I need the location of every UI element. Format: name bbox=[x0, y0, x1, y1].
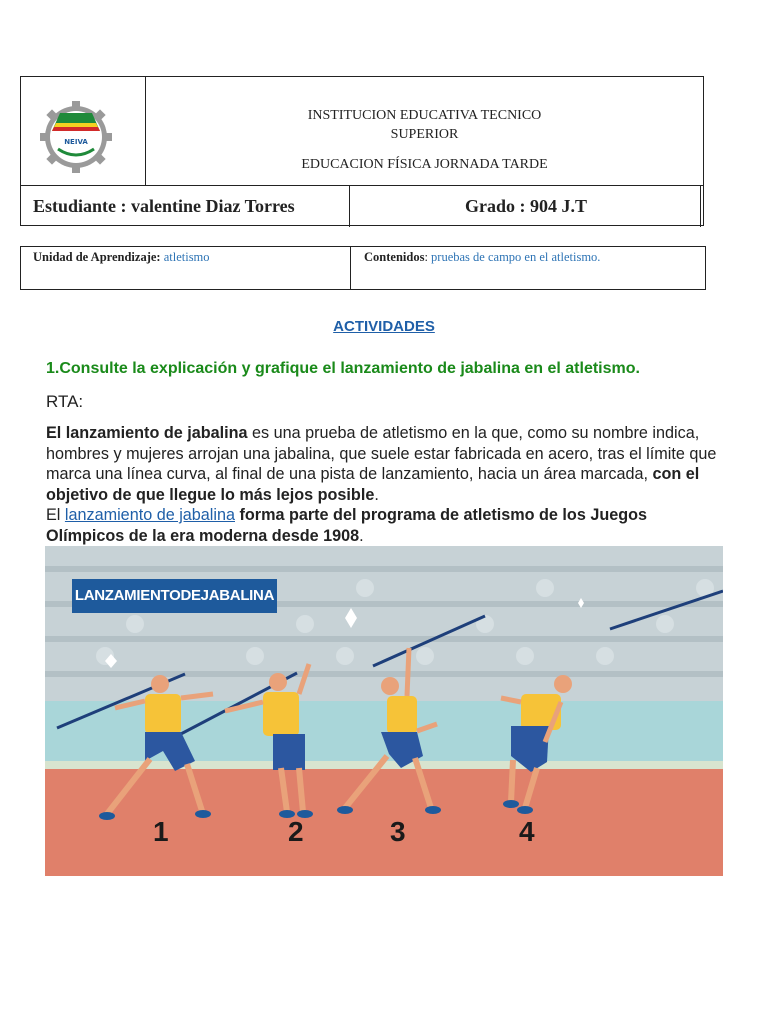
step-number: 1 bbox=[153, 816, 169, 847]
unit-label: Unidad de Aprendizaje bbox=[33, 250, 157, 264]
svg-text:NEIVA: NEIVA bbox=[64, 138, 88, 146]
unit-value: atletismo bbox=[163, 250, 210, 264]
step-number: 2 bbox=[288, 816, 304, 847]
unit-table bbox=[20, 246, 706, 290]
p2-bold: forma parte del programa de atletismo de los Juegos Olímpicos de la era moderna desde 1908 bbox=[46, 506, 647, 545]
answer-label: RTA: bbox=[46, 392, 84, 411]
answer-paragraph bbox=[46, 423, 726, 546]
institution-line2: SUPERIOR bbox=[390, 127, 459, 142]
grade-label: Grado : 904 J.T bbox=[464, 196, 587, 216]
activities-title: ACTIVIDADES bbox=[333, 318, 435, 335]
unit-cell: Unidad de Aprendizaje: atletismo bbox=[33, 250, 210, 264]
title-cell bbox=[146, 77, 703, 185]
p1-end: . bbox=[374, 485, 379, 504]
step-number: 3 bbox=[390, 816, 406, 847]
student-name: Estudiante : valentine Diaz Torres bbox=[33, 196, 295, 216]
p1-text: es una prueba de atletismo en la que, como su nombre indica, hombres y mujeres arrojan una jabalina, que suele estar fabricada en acero, tras el límite que marca una línea curva, al final de una pista de lanzamiento, hacia un área marcada, bbox=[46, 424, 717, 483]
header-table bbox=[20, 76, 704, 226]
p1-bold: El lanzamiento de jabalina bbox=[46, 424, 248, 442]
logo-cell bbox=[21, 77, 146, 185]
subject-line: EDUCACION FÍSICA JORNADA TARDE bbox=[301, 157, 548, 172]
content-cell: Contenidos: pruebas de campo en el atletismo. bbox=[364, 250, 601, 264]
p2-start: El bbox=[46, 506, 65, 524]
illustration-banner: LANZAMIENTODEJABALINA bbox=[72, 579, 277, 613]
p1-bold2: con el objetivo de que llegue lo más lejos posible bbox=[46, 465, 700, 504]
content-value: pruebas de campo en el atletismo. bbox=[431, 250, 601, 264]
step-number: 4 bbox=[519, 816, 535, 847]
cell-divider-right bbox=[700, 186, 701, 227]
unit-divider bbox=[350, 247, 351, 289]
p2-end: . bbox=[359, 526, 364, 545]
question-1: 1.Consulte la explicación y grafique el lanzamiento de jabalina en el atletismo. bbox=[46, 360, 640, 377]
student-row bbox=[21, 185, 703, 227]
content-label: Contenidos bbox=[364, 250, 425, 264]
institution-line1: INSTITUCION EDUCATIVA TECNICO bbox=[307, 108, 542, 123]
javelin-illustration bbox=[45, 546, 723, 876]
school-logo bbox=[21, 77, 146, 185]
javelin-link[interactable]: lanzamiento de jabalina bbox=[64, 506, 235, 524]
